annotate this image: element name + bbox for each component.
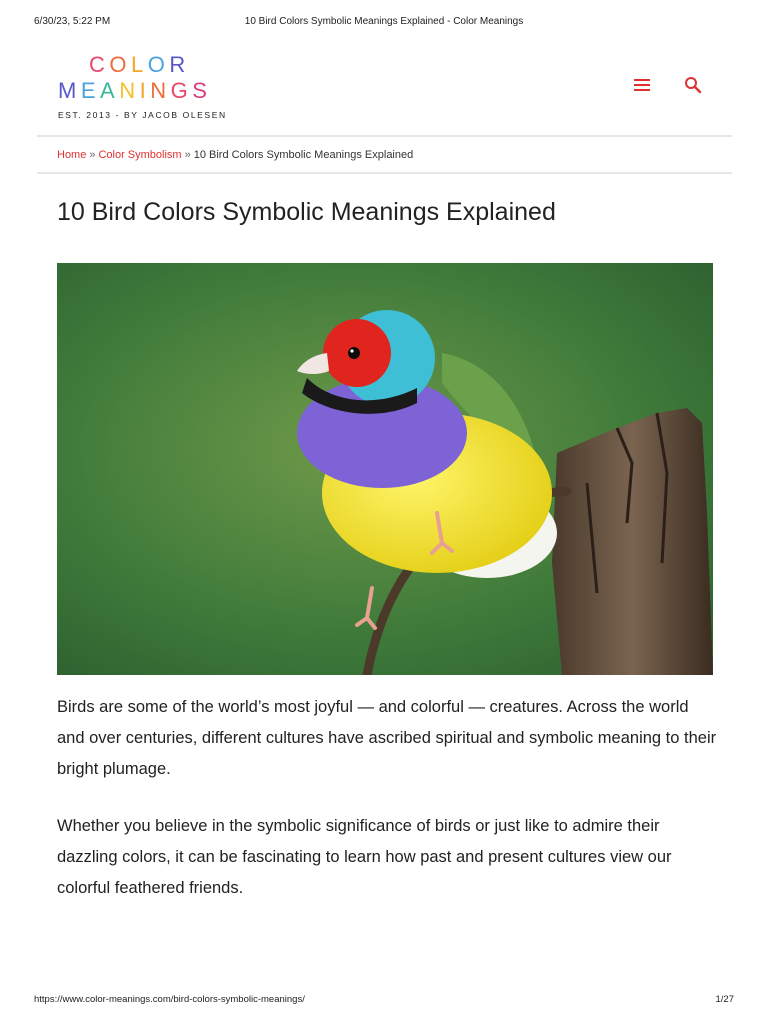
logo-letter: N [119, 78, 140, 103]
logo-letter: R [169, 52, 190, 77]
logo-word-meanings [58, 78, 258, 104]
print-page-number: 1/27 [715, 994, 734, 1005]
breadcrumb-current: 10 Bird Colors Symbolic Meanings Explained [193, 149, 414, 161]
breadcrumb [57, 149, 413, 161]
search-icon[interactable] [682, 74, 704, 96]
print-url: https://www.color-meanings.com/bird-colors-symbolic-meanings/ [34, 994, 305, 1005]
logo-letter: C [89, 52, 110, 77]
logo-letter: O [147, 52, 170, 77]
breadcrumb-home-link[interactable]: Home [57, 149, 87, 161]
logo-letter: N [150, 78, 171, 103]
site-logo[interactable] [58, 52, 258, 120]
page-title: 10 Bird Colors Symbolic Meanings Explained [57, 198, 556, 226]
hamburger-menu-icon[interactable] [632, 74, 654, 96]
logo-letter: M [58, 78, 81, 103]
logo-letter: E [80, 78, 101, 103]
breadcrumb-separator: » [184, 149, 191, 161]
logo-letter: I [139, 78, 151, 103]
print-document-title: 10 Bird Colors Symbolic Meanings Explained - Color Meanings [244, 16, 524, 27]
logo-letter: G [170, 78, 193, 103]
breadcrumb-divider [37, 172, 732, 174]
print-header [0, 16, 768, 30]
breadcrumb-category-link[interactable]: Color Symbolism [98, 149, 182, 161]
logo-letter: O [109, 52, 132, 77]
logo-letter: A [100, 78, 120, 103]
logo-word-color [58, 52, 258, 78]
article-paragraph: Whether you believe in the symbolic significance of birds or just like to admire their dazzling colors, it can be fascinating to learn how past and present cultures view our colorful feathered friends. [57, 817, 672, 897]
header-divider [37, 135, 732, 137]
header-actions [632, 74, 704, 96]
hero-image-gouldian-finch [57, 263, 713, 675]
logo-letter: L [131, 52, 148, 77]
logo-letter: S [192, 78, 212, 103]
article-paragraph: Birds are some of the world’s most joyful — and colorful — creatures. Across the world and over centuries, different cultures have ascribed spiritual and symbolic meaning to their bright plumage. [57, 698, 717, 778]
breadcrumb-separator: » [89, 149, 96, 161]
logo-tagline: EST. 2013 - BY JACOB OLESEN [58, 110, 227, 120]
print-datetime: 6/30/23, 5:22 PM [34, 16, 111, 27]
